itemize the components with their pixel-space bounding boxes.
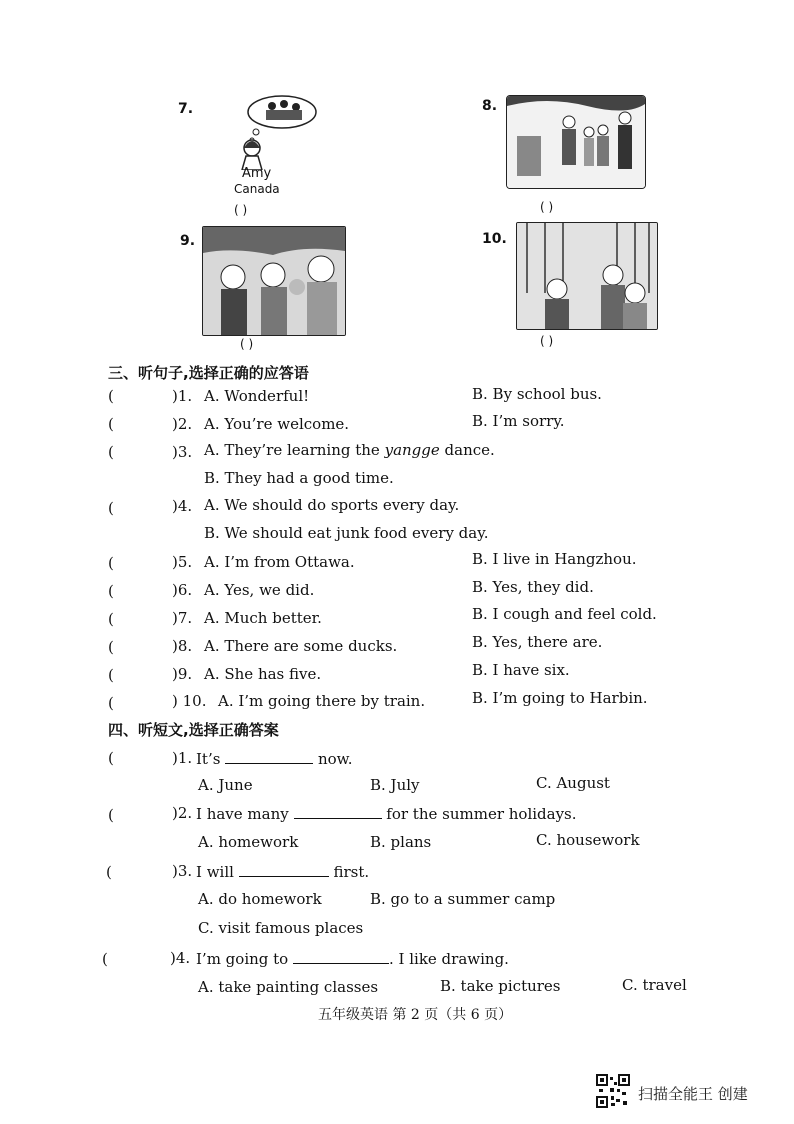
question-number: ) 10. — [172, 692, 207, 710]
question-number: 10. — [482, 231, 507, 247]
picture-caption-country: Canada — [234, 182, 280, 196]
answer-paren[interactable]: ( — [108, 666, 114, 684]
option-a: A. We should do sports every day. — [204, 496, 460, 514]
option-b: B. We should eat junk food every day. — [204, 524, 489, 542]
option-b: B. I’m sorry. — [472, 412, 565, 430]
section-3-title: 三、听句子,选择正确的应答语 — [108, 364, 309, 382]
option-c: C. travel — [622, 976, 687, 994]
picture-10-image — [516, 222, 658, 330]
question-number: )4. — [170, 949, 191, 967]
option-b: B. take pictures — [440, 977, 561, 995]
option-b: B. They had a good time. — [204, 469, 394, 487]
picture-8-image — [506, 95, 646, 189]
option-b: B. Yes, there are. — [472, 633, 603, 651]
answer-paren[interactable]: ( — [108, 554, 114, 572]
option-b: B. I live in Hangzhou. — [472, 550, 637, 568]
answer-paren[interactable]: ( — [108, 582, 114, 600]
answer-paren[interactable]: ( — [108, 694, 114, 712]
question-number: )4. — [172, 497, 193, 515]
question-number: )1. — [172, 387, 193, 405]
option-b: B. July — [370, 776, 420, 794]
option-b: B. plans — [370, 833, 432, 851]
question-number: )8. — [172, 637, 193, 655]
option-b: B. go to a summer camp — [370, 890, 556, 908]
option-c: C. visit famous places — [198, 919, 364, 937]
option-b: B. I cough and feel cold. — [472, 605, 657, 623]
option-a: A. There are some ducks. — [204, 637, 398, 655]
picture-9-image — [202, 226, 346, 336]
option-b: B. By school bus. — [472, 385, 602, 403]
option-b: B. I have six. — [472, 661, 570, 679]
option-a: A. She has five. — [204, 665, 322, 683]
qr-code-icon — [596, 1074, 630, 1108]
answer-paren[interactable]: ( — [108, 443, 114, 461]
question-text: I have many for the summer holidays. — [196, 805, 577, 823]
option-b: B. Yes, they did. — [472, 578, 594, 596]
answer-paren[interactable]: ( — [108, 499, 114, 517]
fill-blank[interactable] — [294, 804, 382, 819]
answer-paren[interactable]: ( — [108, 749, 114, 767]
question-number: 9. — [180, 233, 196, 249]
answer-paren[interactable]: ( ) — [540, 200, 554, 214]
answer-paren[interactable]: ( ) — [234, 203, 248, 217]
answer-paren[interactable]: ( ) — [240, 337, 254, 351]
option-a: A. do homework — [198, 890, 322, 908]
option-a: A. You’re welcome. — [204, 415, 350, 433]
answer-paren[interactable]: ( — [102, 950, 108, 968]
option-a: A. I’m going there by train. — [218, 692, 426, 710]
option-b: B. I’m going to Harbin. — [472, 689, 648, 707]
fill-blank[interactable] — [239, 862, 329, 877]
fill-blank[interactable] — [293, 949, 389, 964]
question-text: I will first. — [196, 863, 370, 881]
question-number: )3. — [172, 443, 193, 461]
answer-paren[interactable]: ( — [108, 610, 114, 628]
scanner-watermark: 扫描全能王 创建 — [638, 1085, 748, 1103]
answer-paren[interactable]: ( — [108, 806, 114, 824]
question-text: I’m going to . I like drawing. — [196, 950, 509, 968]
question-number: )9. — [172, 665, 193, 683]
question-number: )2. — [172, 804, 193, 822]
question-number: 8. — [482, 98, 498, 114]
answer-paren[interactable]: ( — [108, 638, 114, 656]
option-a: A. homework — [198, 833, 299, 851]
page-footer: 五年级英语 第 2 页（共 6 页） — [318, 1007, 513, 1023]
question-number: )3. — [172, 862, 193, 880]
answer-paren[interactable]: ( — [106, 863, 112, 881]
question-number: )1. — [172, 749, 193, 767]
option-a: A. Wonderful! — [204, 387, 310, 405]
answer-paren[interactable]: ( — [108, 387, 114, 405]
question-number: )6. — [172, 581, 193, 599]
question-text: It’s now. — [196, 750, 353, 768]
option-a: A. They’re learning the yangge dance. — [204, 441, 495, 459]
answer-paren[interactable]: ( — [108, 415, 114, 433]
option-a: A. Much better. — [204, 609, 322, 627]
option-c: C. August — [536, 774, 610, 792]
answer-paren[interactable]: ( ) — [540, 334, 554, 348]
question-number: )5. — [172, 553, 193, 571]
option-a: A. I’m from Ottawa. — [204, 553, 355, 571]
option-a: A. take painting classes — [198, 978, 379, 996]
option-a: A. June — [198, 776, 253, 794]
amy-illustration — [236, 92, 318, 170]
question-number: )2. — [172, 415, 193, 433]
question-number: )7. — [172, 609, 193, 627]
section-4-title: 四、听短文,选择正确答案 — [108, 721, 279, 739]
option-a: A. Yes, we did. — [204, 581, 315, 599]
fill-blank[interactable] — [225, 749, 313, 764]
question-number: 7. — [178, 101, 194, 117]
picture-caption-name: Amy — [242, 166, 272, 181]
option-c: C. housework — [536, 831, 640, 849]
